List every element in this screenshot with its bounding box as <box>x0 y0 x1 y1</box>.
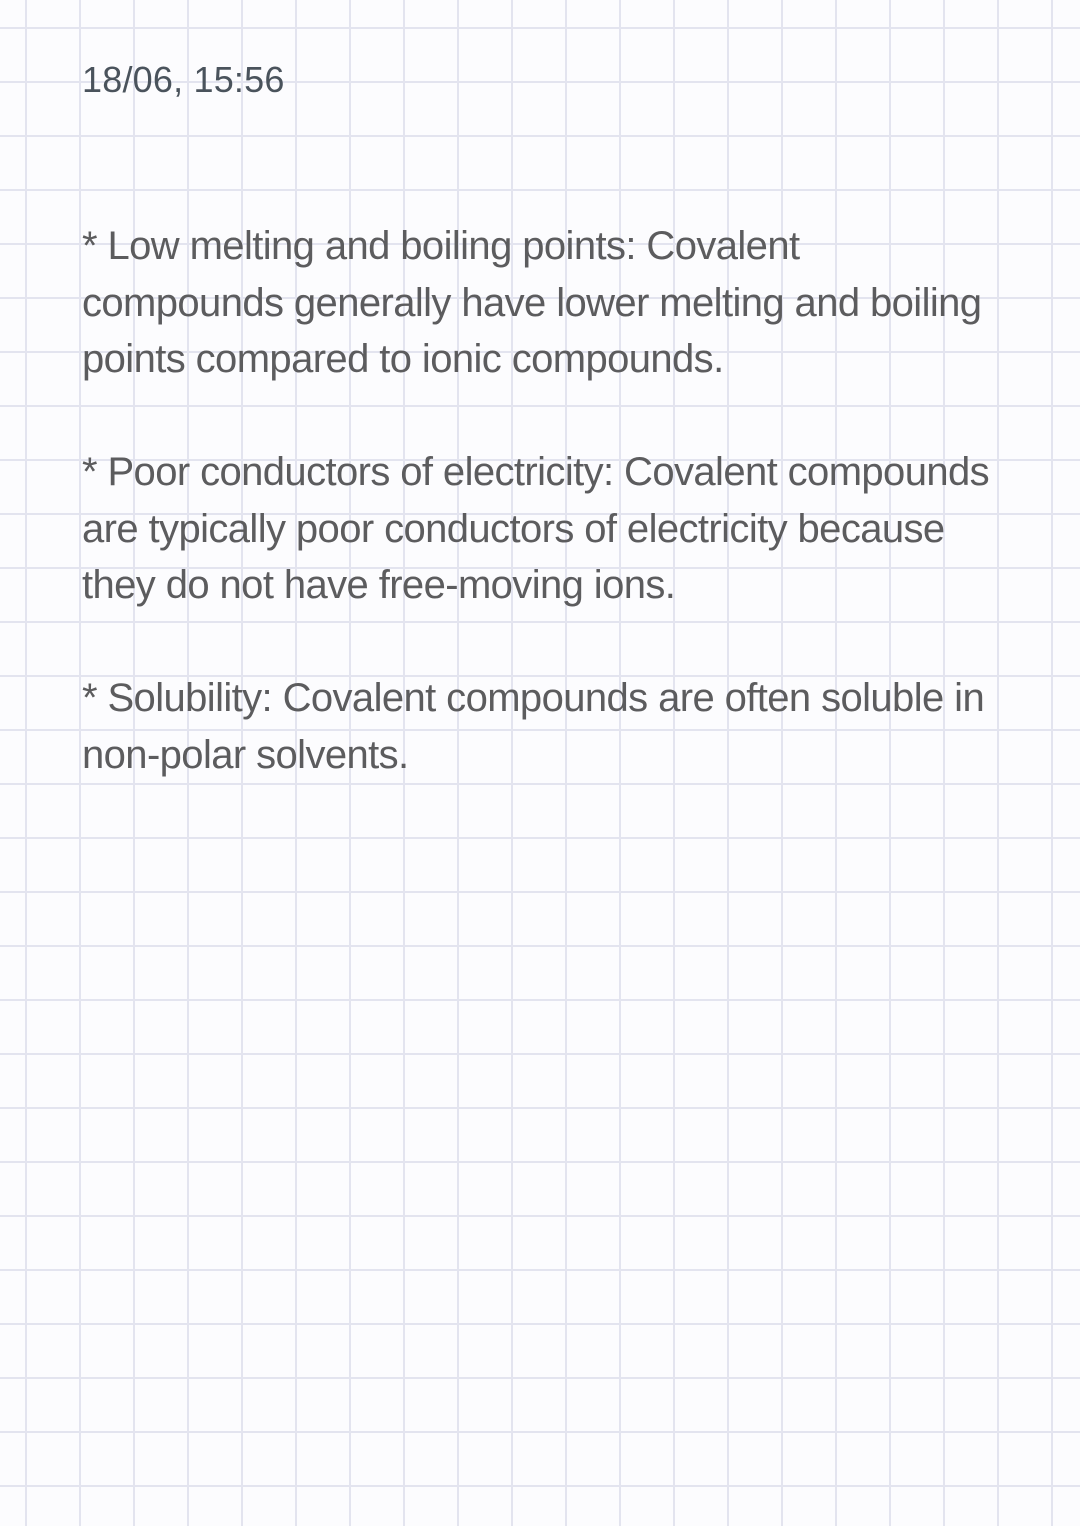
note-timestamp: 18/06, 15:56 <box>82 59 285 100</box>
note-body[interactable] <box>82 218 1007 840</box>
note-item-solubility: * Solubility: Covalent compounds are often soluble in non-polar solvents. <box>82 676 985 777</box>
note-item-conductivity: * Poor conductors of electricity: Covalent compounds are typically poor conductors of electricity because they do not have free-moving ions. <box>82 450 990 607</box>
note-item-melting-points: * Low melting and boiling points: Covalent compounds generally have lower melting and boiling points compared to ionic compounds. <box>82 224 982 381</box>
